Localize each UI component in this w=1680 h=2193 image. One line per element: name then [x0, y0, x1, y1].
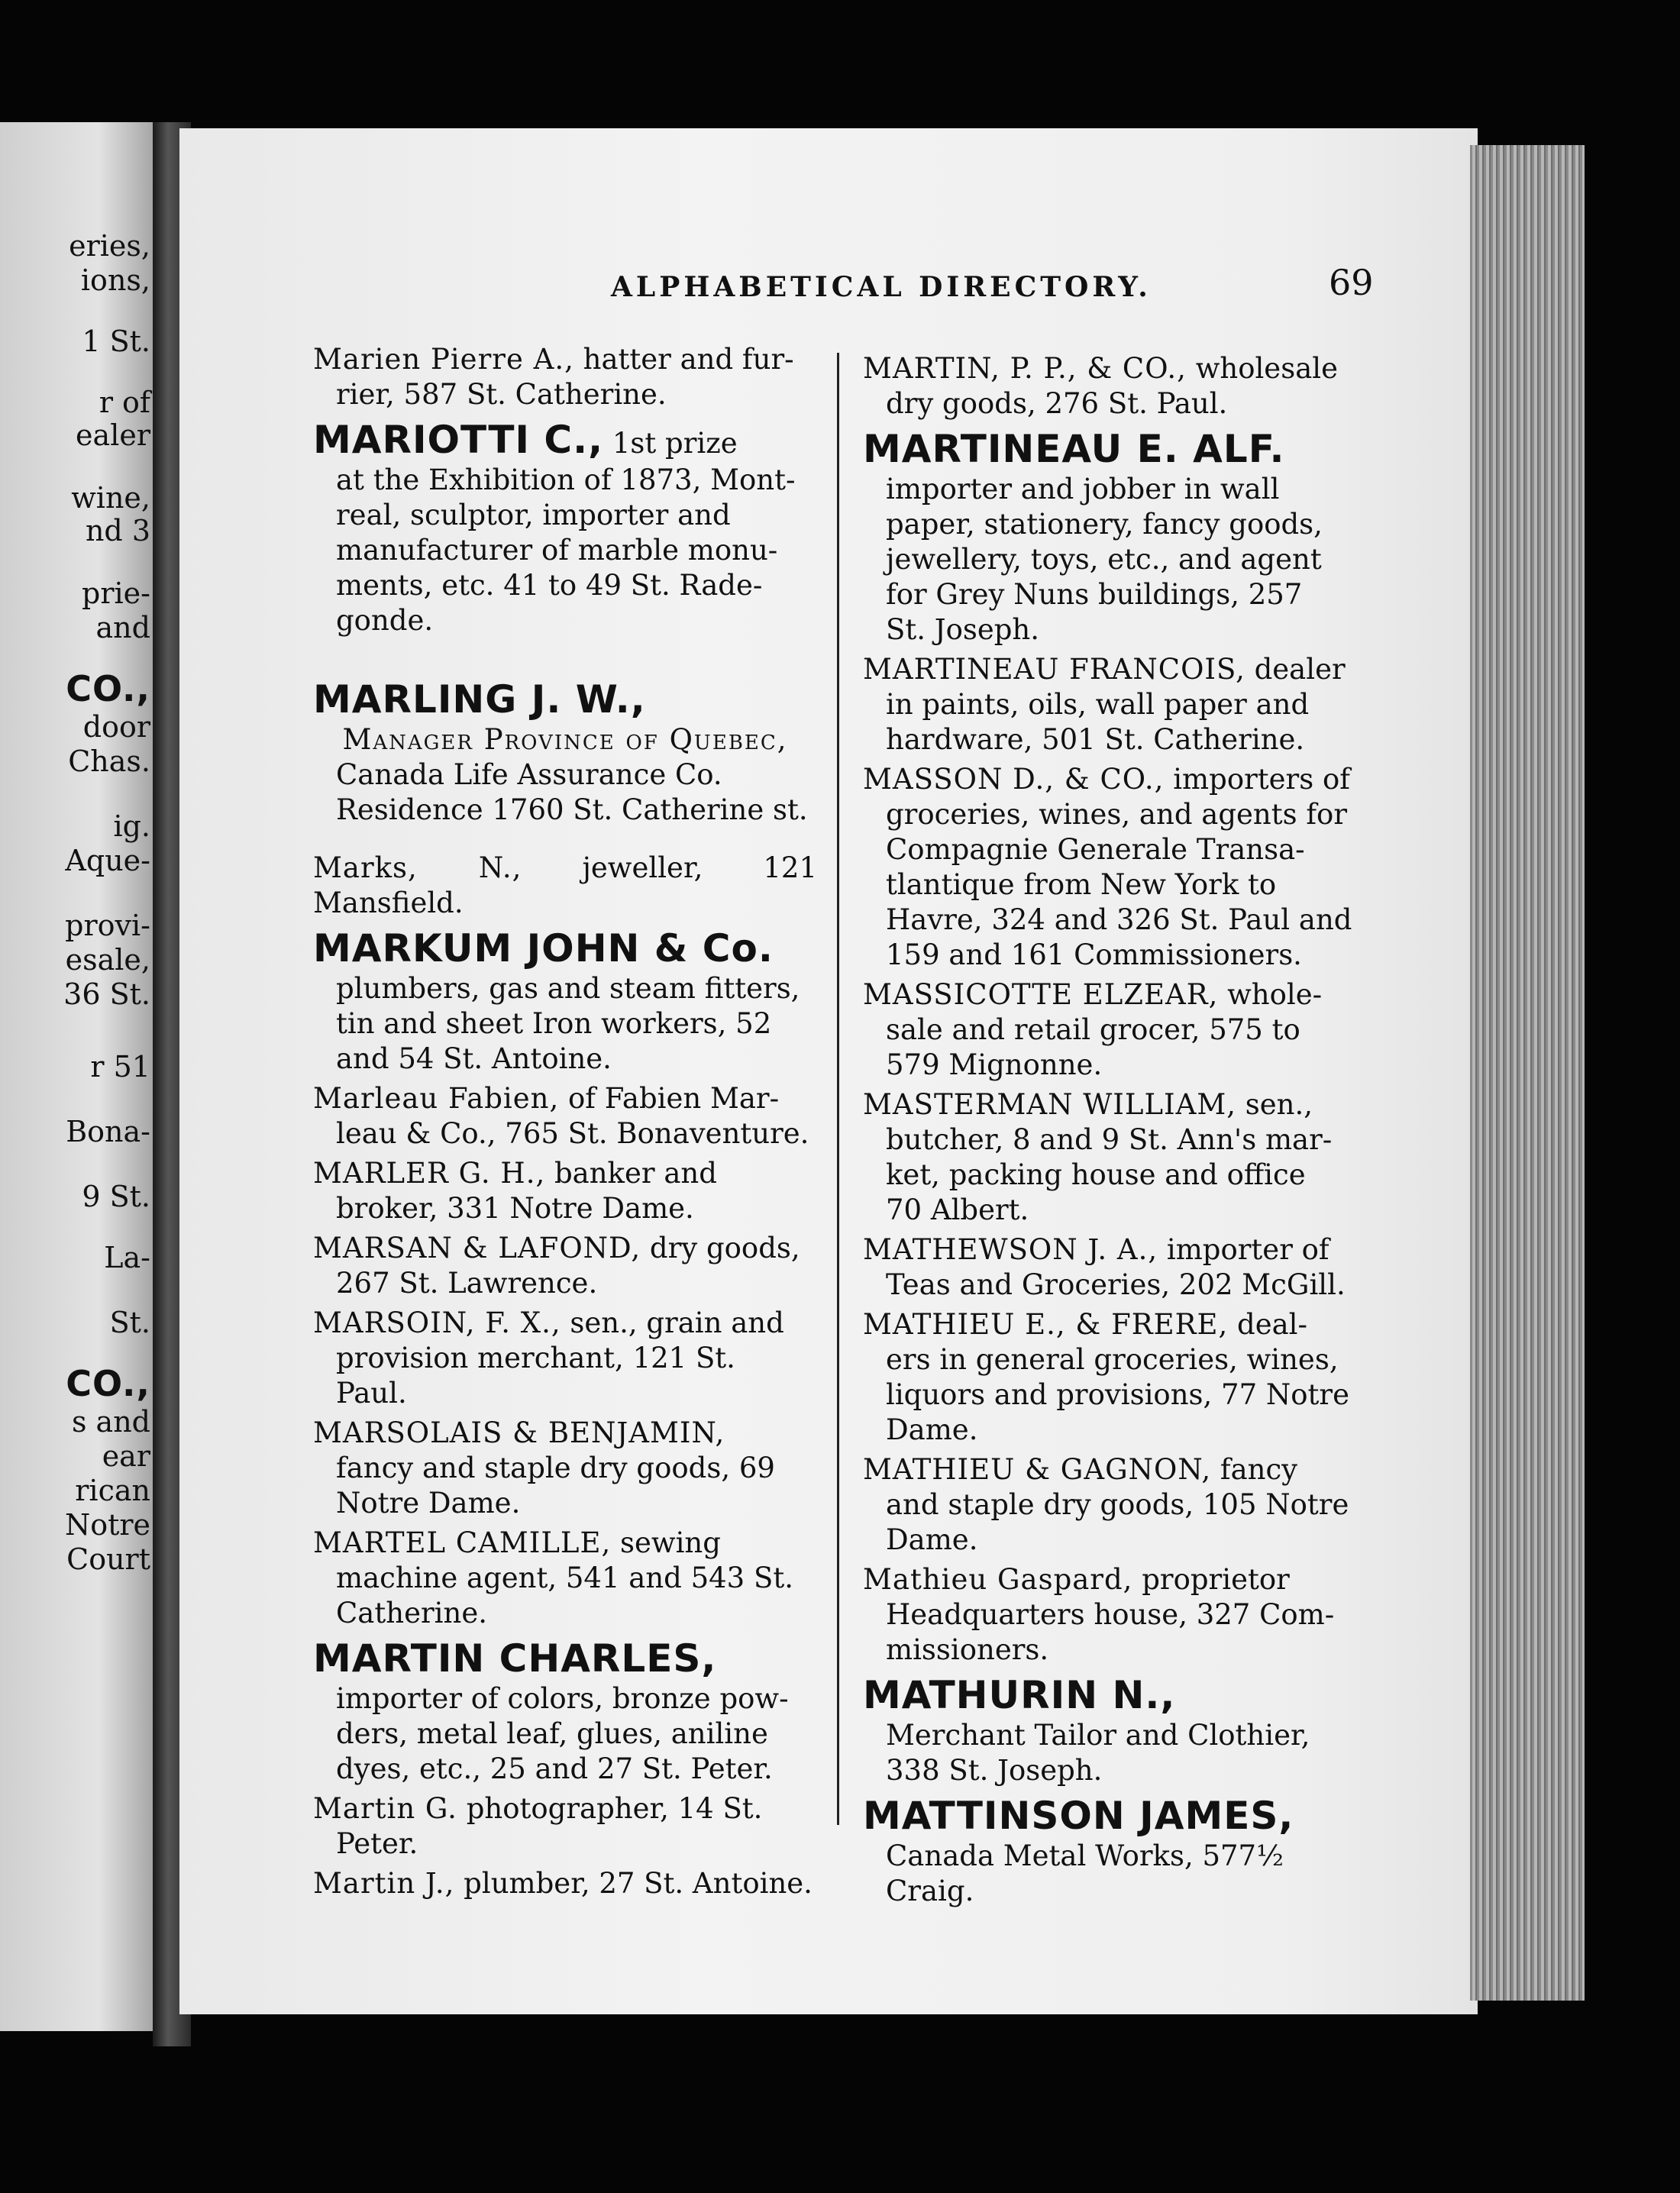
directory-entry	[313, 1866, 817, 1901]
entry-name: MATHIEU E., & FRERE,	[863, 1308, 1229, 1341]
left-page-fragment: CO.,	[66, 668, 150, 709]
entry-name-display: MARLING J. W.,	[313, 677, 646, 722]
entry-name: MARTINEAU FRANCOIS,	[863, 653, 1245, 686]
entry-continuation: ders, metal leaf, glues, aniline	[336, 1717, 768, 1750]
entry-description: photographer, 14 St.	[457, 1792, 763, 1825]
left-page-fragment: s and	[71, 1405, 150, 1439]
entry-name: MARSAN & LAFOND,	[313, 1232, 641, 1264]
left-page-fragment: wine,	[71, 481, 150, 515]
entry-continuation: Canada Metal Works, 577½	[886, 1839, 1284, 1872]
entry-continuation: groceries, wines, and agents for	[886, 798, 1348, 831]
left-page-fragment: and	[95, 611, 150, 644]
entry-name: MATHIEU & GAGNON,	[863, 1453, 1212, 1486]
directory-entry	[313, 1081, 817, 1151]
directory-entry	[313, 1231, 817, 1301]
left-page-fragment: CO.,	[66, 1363, 150, 1404]
entry-continuation: plumbers, gas and steam fitters,	[336, 972, 800, 1005]
entry-description: wholesale	[1186, 352, 1338, 385]
directory-entry	[863, 1562, 1367, 1668]
entry-continuation: 579 Mignonne.	[886, 1048, 1103, 1081]
entry-description: sewing	[611, 1526, 721, 1559]
directory-entry	[313, 925, 817, 1077]
directory-entry	[863, 1307, 1367, 1448]
entry-continuation: paper, stationery, fancy goods,	[886, 508, 1323, 541]
entry-continuation: ket, packing house and office	[886, 1158, 1306, 1191]
left-page-fragment: Chas.	[68, 744, 150, 778]
directory-entry	[863, 426, 1367, 648]
left-page-fragment: r of	[99, 386, 150, 419]
directory-entry	[313, 342, 817, 412]
entry-name: MATHEWSON J. A.,	[863, 1233, 1158, 1266]
entry-description: dealer	[1245, 653, 1346, 686]
entry-continuation: gonde.	[336, 604, 434, 637]
left-page-fragment: door	[82, 710, 150, 744]
entry-continuation: hardware, 501 St. Catherine.	[886, 723, 1305, 756]
entry-name: MARTIN, P. P., & CO.,	[863, 352, 1187, 385]
left-page-fragment: prie-	[82, 577, 150, 610]
left-page-fragment: La-	[104, 1241, 150, 1274]
left-column	[313, 342, 817, 1906]
entry-continuation: Compagnie Generale Transa-	[886, 833, 1305, 866]
entry-continuation: for Grey Nuns buildings, 257	[886, 578, 1303, 611]
entry-continuation: ments, etc. 41 to 49 St. Rade-	[336, 569, 763, 602]
entry-continuation: 267 St. Lawrence.	[336, 1267, 598, 1300]
entry-continuation: 159 and 161 Commissioners.	[886, 938, 1302, 971]
entry-continuation: machine agent, 541 and 543 St.	[336, 1562, 793, 1594]
entry-continuation: Teas and Groceries, 202 McGill.	[886, 1268, 1346, 1301]
entry-continuation: importer of colors, bronze pow-	[336, 1682, 789, 1715]
entry-continuation: missioners.	[886, 1633, 1049, 1666]
entry-continuation: manufacturer of marble monu-	[336, 534, 778, 567]
entry-continuation: Dame.	[886, 1523, 978, 1556]
entry-continuation: and staple dry goods, 105 Notre	[886, 1488, 1349, 1521]
directory-entry	[863, 1087, 1367, 1228]
entry-description: fancy	[1211, 1453, 1298, 1486]
entry-description: sen.,	[1236, 1088, 1313, 1121]
directory-entry	[863, 977, 1367, 1083]
entry-continuation: tlantique from New York to	[886, 868, 1277, 901]
entry-name: MARSOIN, F. X.,	[313, 1306, 561, 1339]
entry-description: jeweller, 121 Mansfield.	[313, 851, 818, 919]
entry-name: MASSON D., & CO.,	[863, 763, 1165, 796]
entry-description: proprietor	[1132, 1563, 1290, 1596]
right-column	[863, 351, 1367, 1914]
entry-name: Martin J.,	[313, 1867, 455, 1900]
left-page-fragment: nd 3	[85, 514, 150, 547]
entry-continuation: St. Joseph.	[886, 613, 1040, 646]
entry-name: Marleau Fabien,	[313, 1082, 560, 1115]
left-page-fragment: ealer	[76, 418, 150, 452]
entry-continuation: and 54 St. Antoine.	[336, 1042, 612, 1075]
entry-description: dry goods,	[641, 1232, 800, 1264]
entry-name: MASSICOTTE ELZEAR,	[863, 978, 1219, 1011]
entry-continuation: Catherine.	[336, 1597, 487, 1629]
entry-name-display: MARTINEAU E. ALF.	[863, 427, 1285, 471]
directory-entry	[313, 1791, 817, 1862]
entry-continuation: sale and retail grocer, 575 to	[886, 1013, 1300, 1046]
entry-description: banker and	[545, 1157, 717, 1190]
entry-continuation: Canada Life Assurance Co.	[336, 758, 722, 791]
directory-entry	[863, 652, 1367, 757]
directory-entry	[863, 1793, 1367, 1909]
entry-name-display: MARIOTTI C.,	[313, 418, 604, 462]
entry-continuation: Craig.	[886, 1875, 974, 1907]
directory-entry	[313, 851, 817, 921]
left-page-fragment: 9 St.	[82, 1180, 150, 1213]
page-number: 69	[1329, 262, 1374, 303]
directory-entry	[863, 351, 1367, 421]
entry-name-display: MARKUM JOHN & Co.	[313, 926, 774, 971]
entry-description: importers of	[1164, 763, 1350, 796]
entry-continuation: 70 Albert.	[886, 1193, 1029, 1226]
entry-continuation: dry goods, 276 St. Paul.	[886, 387, 1228, 420]
entry-name: Marien Pierre A.,	[313, 343, 574, 376]
left-page-fragment: ions,	[80, 263, 150, 297]
entry-continuation: Peter.	[336, 1827, 418, 1860]
entry-continuation: butcher, 8 and 9 St. Ann's mar-	[886, 1123, 1333, 1156]
entry-continuation: Havre, 324 and 326 St. Paul and	[886, 903, 1352, 936]
entry-description: whole-	[1218, 978, 1323, 1011]
entry-continuation: Residence 1760 St. Catherine st.	[336, 793, 808, 826]
left-page-fragment: r 51	[90, 1050, 150, 1084]
left-page-fragment: 36 St.	[63, 977, 150, 1011]
running-title: ALPHABETICAL DIRECTORY.	[611, 271, 1152, 303]
entry-name-display: MARTIN CHARLES,	[313, 1636, 717, 1681]
page-stack-edge	[1470, 145, 1585, 2001]
left-page-fragment: rican	[75, 1474, 150, 1507]
left-page-edge	[0, 122, 164, 2031]
entry-name: MARTEL CAMILLE,	[313, 1526, 612, 1559]
entry-continuation: at the Exhibition of 1873, Mont-	[336, 463, 796, 496]
entry-continuation: Merchant Tailor and Clothier,	[886, 1719, 1310, 1752]
directory-entry	[313, 1526, 817, 1631]
entry-name: Marks, N.,	[313, 851, 522, 884]
entry-continuation: in paints, oils, wall paper and	[886, 688, 1310, 721]
entry-continuation: Paul.	[336, 1377, 407, 1410]
left-page-fragment: St.	[109, 1306, 150, 1339]
directory-entry	[863, 1452, 1367, 1558]
left-page-fragment: Aque-	[65, 844, 150, 877]
left-page-fragment: Court	[66, 1542, 150, 1576]
left-page-fragment: 1 St.	[82, 325, 150, 358]
entry-continuation: jewellery, toys, etc., and agent	[886, 543, 1322, 576]
entry-name: Mathieu Gaspard,	[863, 1563, 1133, 1596]
entry-description: hatter and fur-	[573, 343, 794, 376]
entry-continuation: dyes, etc., 25 and 27 St. Peter.	[336, 1752, 773, 1785]
left-page-fragment: Bona-	[66, 1115, 150, 1148]
entry-continuation: real, sculptor, importer and	[336, 499, 731, 531]
entry-continuation: tin and sheet Iron workers, 52	[336, 1007, 772, 1040]
directory-entry	[863, 762, 1367, 973]
directory-entry	[313, 1306, 817, 1411]
directory-entry	[313, 1636, 817, 1787]
entry-description: importer of	[1158, 1233, 1329, 1266]
entry-continuation: leau & Co., 765 St. Bonaventure.	[336, 1117, 809, 1150]
entry-continuation: liquors and provisions, 77 Notre	[886, 1378, 1349, 1411]
left-page-fragment: esale,	[65, 943, 150, 977]
entry-name: MASTERMAN WILLIAM,	[863, 1088, 1237, 1121]
entry-name: MARLER G. H.,	[313, 1157, 546, 1190]
left-page-fragment: Notre	[64, 1508, 150, 1542]
entry-continuation: Headquarters house, 327 Com-	[886, 1598, 1335, 1631]
entry-continuation: ers in general groceries, wines,	[886, 1343, 1339, 1376]
left-page-fragment: provi-	[65, 909, 150, 942]
entry-continuation: provision merchant, 121 St.	[336, 1342, 735, 1374]
directory-entry	[313, 417, 817, 638]
entry-subtitle: Manager Province of Quebec,	[342, 723, 788, 756]
entry-continuation: 338 St. Joseph.	[886, 1754, 1103, 1787]
left-page-fragment: ig.	[113, 809, 150, 843]
entry-description: deal-	[1228, 1308, 1308, 1341]
directory-entry	[313, 677, 817, 828]
entry-continuation: fancy and staple dry goods, 69	[336, 1452, 775, 1484]
entry-continuation: Dame.	[886, 1413, 978, 1446]
entry-name: MARSOLAIS & BENJAMIN,	[313, 1416, 725, 1449]
directory-entry	[313, 1156, 817, 1226]
entry-name-display: MATHURIN N.,	[863, 1673, 1176, 1717]
entry-description: of Fabien Mar-	[559, 1082, 780, 1115]
left-page-fragment: eries,	[69, 229, 150, 263]
entry-description: plumber, 27 St. Antoine.	[454, 1867, 813, 1900]
column-rule	[837, 353, 839, 1825]
entry-continuation: Notre Dame.	[336, 1487, 521, 1520]
entry-name-display: MATTINSON JAMES,	[863, 1794, 1294, 1838]
entry-description: sen., grain and	[561, 1306, 784, 1339]
directory-entry	[313, 1416, 817, 1521]
directory-entry	[863, 1672, 1367, 1788]
entry-name: Martin G.	[313, 1792, 457, 1825]
entry-description: 1st prize	[603, 427, 738, 460]
entry-continuation: importer and jobber in wall	[886, 473, 1280, 505]
left-page-fragment: ear	[102, 1439, 150, 1473]
directory-entry	[863, 1232, 1367, 1303]
entry-continuation: rier, 587 St. Catherine.	[336, 378, 667, 411]
entry-continuation: broker, 331 Notre Dame.	[336, 1192, 694, 1225]
